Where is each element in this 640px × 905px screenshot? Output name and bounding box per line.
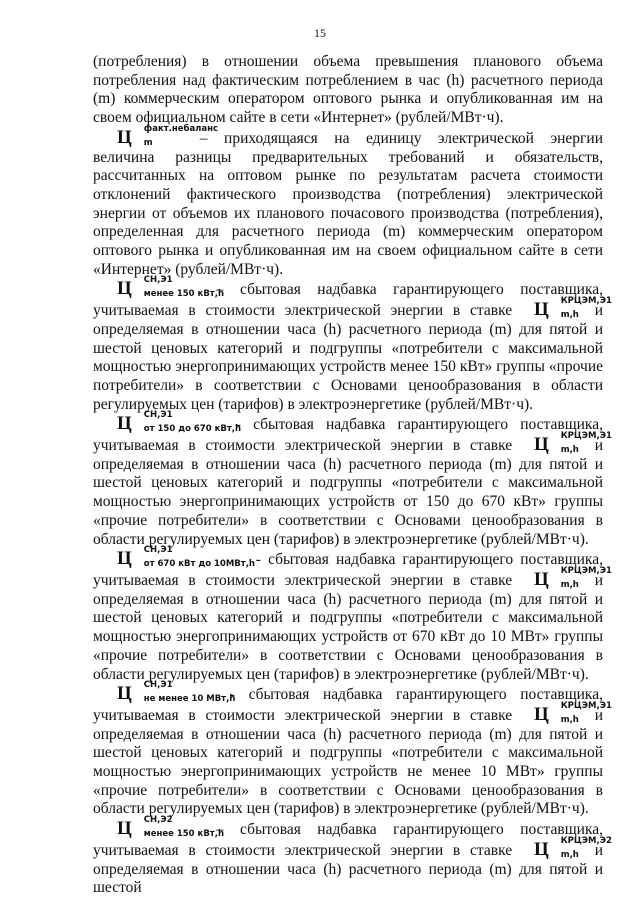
definition-paragraph	[93, 545, 612, 684]
symbol-superscript: КРЦЭМ,Э2	[560, 835, 612, 846]
paragraph-text-after: и определяемая в отношении часа (h) расчетного периода (m) для пятой и шестой ценовых категорий и подгруппы «потребители с максимальной мощностью энергопринимающих устройств не менее 10 МВт» группы «прочие потребители» в соответствии с Основами ценообразования в области регулируемых цен (тарифов) в электроэнергетике (рублей/МВт·ч).	[93, 706, 604, 818]
symbol-superscript: СН,Э2	[143, 815, 173, 826]
paragraph-text-after: и определяемая в отношении часа (h) расчетного периода (m) для пятой и шестой	[93, 841, 604, 897]
symbol-subscript: менее 150 кВт,h	[143, 289, 225, 300]
symbol-letter: Ц	[117, 683, 132, 705]
symbol-subscript: от 150 до 670 кВт,h	[143, 424, 242, 435]
symbol-letter: Ц	[117, 413, 132, 435]
formula-symbol	[105, 275, 225, 300]
paragraph-continuation	[93, 53, 603, 128]
inline-formula-symbol	[522, 835, 612, 860]
symbol-subscript: не менее 10 МВт,h	[143, 694, 236, 705]
symbol-letter: Ц	[533, 568, 549, 590]
symbol-superscript: факт.небаланс	[143, 123, 219, 134]
symbol-superscript: КРЦЭМ,Э1	[560, 700, 612, 711]
page-number: 15	[314, 26, 326, 40]
symbol-subscript: менее 150 кВт,h	[143, 829, 225, 840]
paragraph-text-after: и определяемая в отношении часа (h) расчетного периода (m) для пятой и шестой ценовых категорий и подгруппы «потребители с максимальной мощностью энергопринимающих устройств от 670 кВт до 10 МВт» группы «прочие потребители» в соответствии с Основами ценообразования в области регулируемых цен (тарифов) в электроэнергетике (рублей/МВт·ч).	[93, 571, 604, 683]
definition-paragraph	[93, 815, 612, 898]
paragraph-text: – сбытовая надбавка гарантирующего поставщика, учитываемая в стоимости электрической энергии в ставке	[93, 281, 603, 320]
symbol-superscript: СН,Э1	[143, 680, 173, 691]
symbol-letter: Ц	[533, 299, 549, 321]
inline-formula-symbol	[522, 700, 612, 725]
formula-symbol	[105, 410, 242, 435]
definition-paragraph	[93, 275, 612, 414]
paragraph-text: - сбытовая надбавка гарантирующего поставщика, учитываемая в стоимости электрической энергии в ставке	[93, 551, 603, 589]
symbol-letter: Ц	[533, 703, 549, 725]
formula-symbol	[105, 123, 219, 148]
symbol-subscript: от 670 кВт до 10МВт,h	[143, 559, 255, 570]
paragraph-text: - сбытовая надбавка гарантирующего поставщика, учитываемая в стоимости электрической энергии в ставке	[93, 686, 603, 724]
paragraph-text: – приходящаяся на единицу электрической энергии величина разницы предварительных требований и обязательств, рассчитанных на оптовом рынке по результатам расчета стоимости отклонений фактического производства (потребления) электрической энергии от объемов их планового почасового производства (потребления), определенная для расчетного периода (m) коммерческим оператором оптового рынка и опубликованная им на своем официальном сайте в сети «Интернет» (рублей/МВт·ч).	[93, 129, 603, 278]
paragraph-text-after: и определяемая в отношении часа (h) расчетного периода (m) для пятой и шестой ценовых категорий и подгруппы «потребители с максимальной мощностью энергопринимающих устройств менее 150 кВт» группы «прочие потребители» в соответствии с Основами ценообразования в области регулируемых цен (тарифов) в электроэнергетике (рублей/МВт·ч).	[93, 302, 604, 413]
symbol-letter: Ц	[117, 126, 132, 148]
symbol-superscript: СН,Э1	[143, 410, 173, 421]
symbol-superscript: КРЦЭМ,Э1	[560, 565, 612, 576]
formula-symbol	[105, 815, 225, 840]
symbol-subscript: m,h	[560, 310, 579, 321]
paragraph-text-after: и определяемая в отношении часа (h) расчетного периода (m) для пятой и шестой ценовых категорий и подгруппы «потребители с максимальной мощностью энергопринимающих устройств от 150 до 670 кВт» группы «прочие потребители» в соответствии с Основами ценообразования в области регулируемых цен (тарифов) в электроэнергетике (рублей/МВт·ч).	[93, 437, 604, 548]
definition-paragraph	[93, 123, 603, 280]
document-body	[93, 53, 612, 898]
symbol-superscript: СН,Э1	[143, 545, 173, 556]
paragraph-text: – сбытовая надбавка гарантирующего поставщика, учитываемая в стоимости электрической энергии в ставке	[93, 821, 603, 859]
definition-paragraph	[93, 410, 612, 549]
inline-formula-symbol	[522, 296, 612, 321]
paragraph-text: - сбытовая надбавка гарантирующего поставщика, учитываемая в стоимости электрической энергии в ставке	[93, 416, 603, 455]
formula-symbol	[105, 545, 255, 570]
inline-formula-symbol	[522, 565, 612, 590]
symbol-letter: Ц	[117, 818, 132, 840]
inline-formula-symbol	[522, 431, 612, 456]
symbol-letter: Ц	[117, 278, 132, 300]
symbol-subscript: m,h	[560, 849, 579, 860]
symbol-subscript: m,h	[560, 714, 579, 725]
symbol-superscript: СН,Э1	[143, 275, 173, 286]
symbol-superscript: КРЦЭМ,Э1	[560, 296, 612, 307]
symbol-subscript: m	[143, 137, 153, 148]
symbol-subscript: m,h	[560, 579, 579, 590]
symbol-subscript: m,h	[560, 445, 579, 456]
symbol-letter: Ц	[533, 434, 549, 456]
symbol-superscript: КРЦЭМ,Э1	[560, 431, 612, 442]
paragraph-text: (потребления) в отношении объема превышения планового объема потребления над фактическим потреблением в час (h) расчетного периода (m) коммерческим оператором оптового рынка и опубликованная им на своем официальном сайте в сети «Интернет» (рублей/МВт·ч).	[93, 53, 603, 127]
definition-paragraph	[93, 680, 612, 819]
symbol-letter: Ц	[533, 838, 549, 860]
symbol-letter: Ц	[117, 548, 132, 570]
formula-symbol	[105, 680, 236, 705]
